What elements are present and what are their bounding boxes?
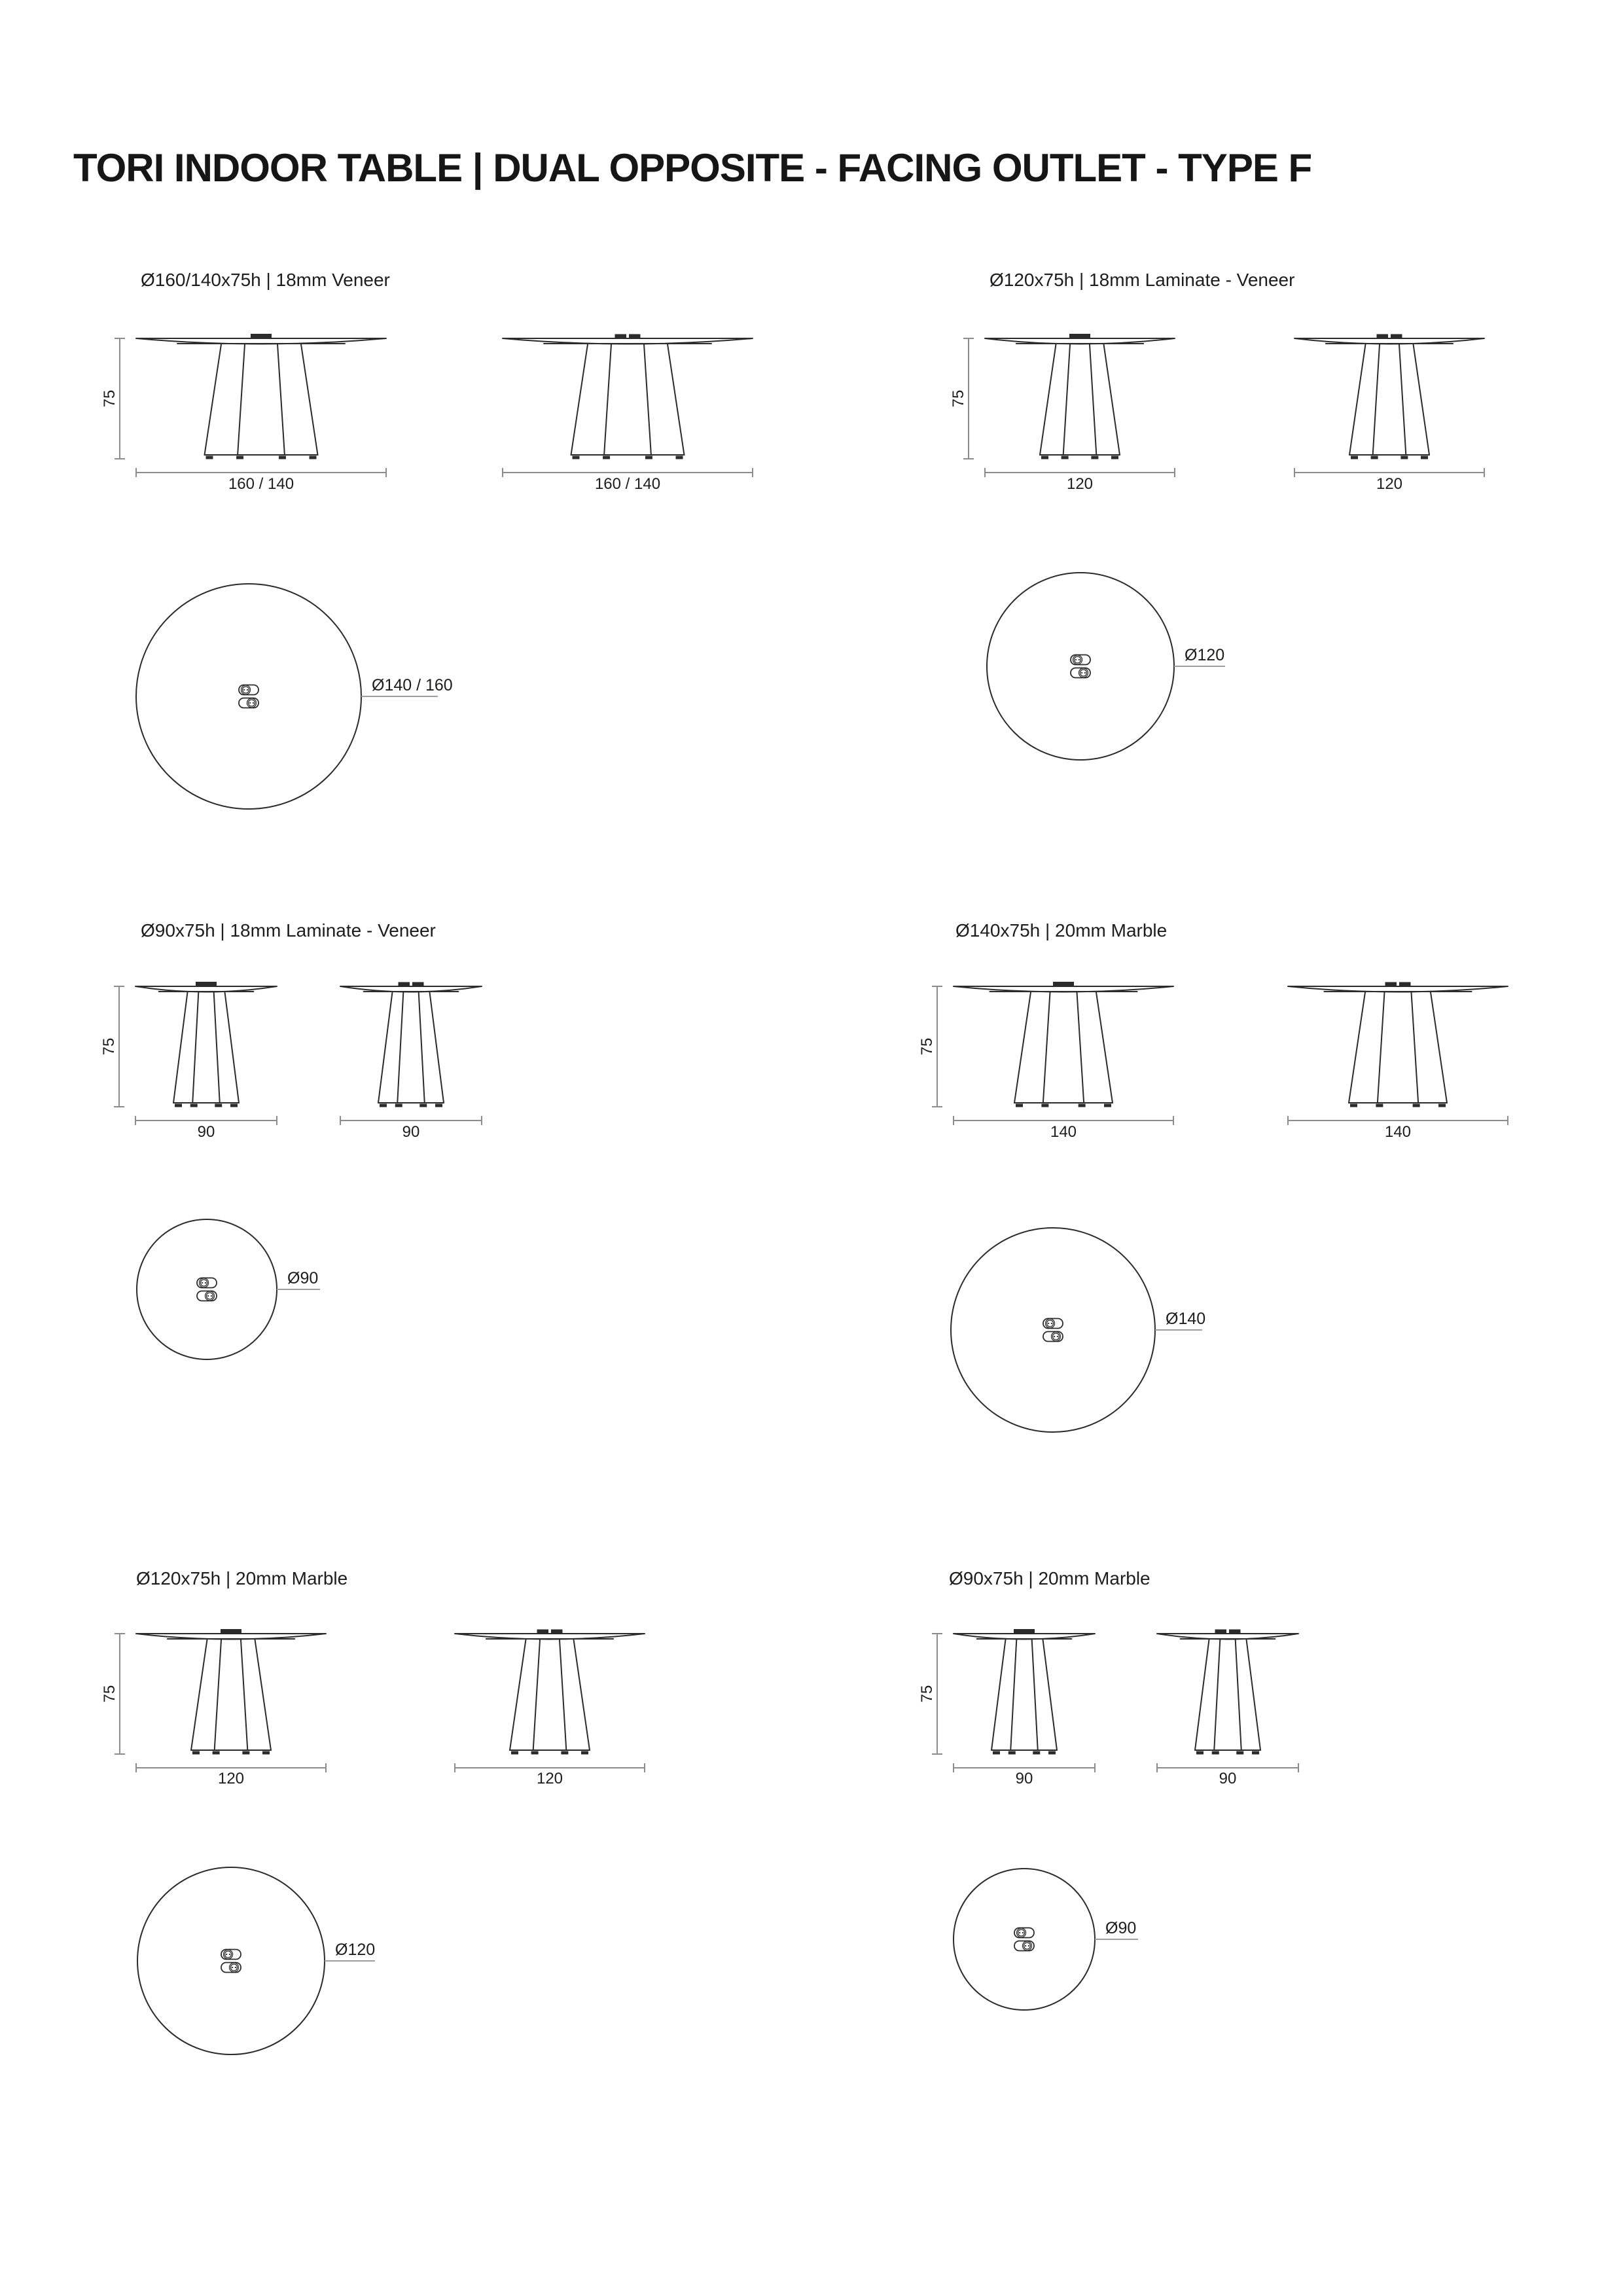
diameter-label: Ø120 [1185, 646, 1225, 664]
width-dimension-label: 140 [1384, 1123, 1412, 1141]
dual-outlet-icon [1071, 655, 1090, 678]
diameter-label: Ø90 [1105, 1919, 1137, 1937]
section-title: Ø90x75h | 20mm Marble [949, 1568, 1150, 1588]
top-view-drawing [134, 581, 440, 812]
height-dimension-label: 75 [101, 389, 118, 408]
height-dimension-label: 75 [918, 1037, 936, 1056]
height-dimension-label: 75 [950, 389, 967, 408]
width-dimension-label: 120 [217, 1770, 245, 1787]
width-dimension-label: 120 [536, 1770, 563, 1787]
dual-outlet-icon [239, 685, 259, 708]
diameter-label: Ø140 / 160 [372, 676, 453, 694]
rotated-elevation-drawing [1152, 1626, 1304, 1778]
top-view-drawing [135, 1865, 378, 2057]
width-dimension-label: 90 [1015, 1770, 1033, 1787]
rotated-elevation-drawing [1289, 331, 1489, 482]
front-elevation-drawing [113, 331, 391, 482]
section-title: Ø140x75h | 20mm Marble [955, 920, 1168, 941]
width-dimension-label: 90 [402, 1123, 420, 1141]
top-view-drawing [134, 1217, 323, 1362]
dual-outlet-icon [1014, 1928, 1034, 1951]
width-dimension-label: 160 / 140 [228, 475, 294, 493]
dual-outlet-icon [1043, 1319, 1063, 1342]
width-dimension-label: 120 [1066, 475, 1094, 493]
rotated-elevation-drawing [450, 1626, 650, 1778]
diameter-label: Ø140 [1166, 1310, 1206, 1328]
width-dimension-label: 90 [197, 1123, 215, 1141]
front-elevation-drawing [930, 978, 1179, 1130]
rotated-elevation-drawing [497, 331, 758, 482]
width-dimension-label: 90 [1219, 1770, 1237, 1787]
height-dimension-label: 75 [101, 1685, 118, 1703]
height-dimension-label: 75 [918, 1685, 936, 1703]
top-view-drawing [951, 1866, 1141, 2013]
front-elevation-drawing [112, 978, 282, 1130]
width-dimension-label: 160 / 140 [594, 475, 661, 493]
width-dimension-label: 120 [1376, 475, 1403, 493]
front-elevation-drawing [930, 1626, 1100, 1778]
height-dimension-label: 75 [100, 1037, 118, 1056]
section-title: Ø160/140x75h | 18mm Veneer [141, 270, 390, 290]
front-elevation-drawing [961, 331, 1180, 482]
rotated-elevation-drawing [335, 978, 487, 1130]
front-elevation-drawing [113, 1626, 331, 1778]
rotated-elevation-drawing [1283, 978, 1513, 1130]
top-view-drawing [984, 570, 1228, 762]
top-view-drawing [948, 1225, 1205, 1435]
diameter-label: Ø90 [287, 1269, 319, 1287]
dual-outlet-icon [221, 1950, 241, 1973]
diameter-label: Ø120 [335, 1941, 376, 1959]
dual-outlet-icon [197, 1278, 217, 1301]
section-title: Ø90x75h | 18mm Laminate - Veneer [141, 920, 436, 941]
section-title: Ø120x75h | 18mm Laminate - Veneer [990, 270, 1295, 290]
page-title: TORI INDOOR TABLE | DUAL OPPOSITE - FACING OUTLET - TYPE F [73, 146, 1312, 190]
section-title: Ø120x75h | 20mm Marble [136, 1568, 348, 1588]
width-dimension-label: 140 [1050, 1123, 1077, 1141]
